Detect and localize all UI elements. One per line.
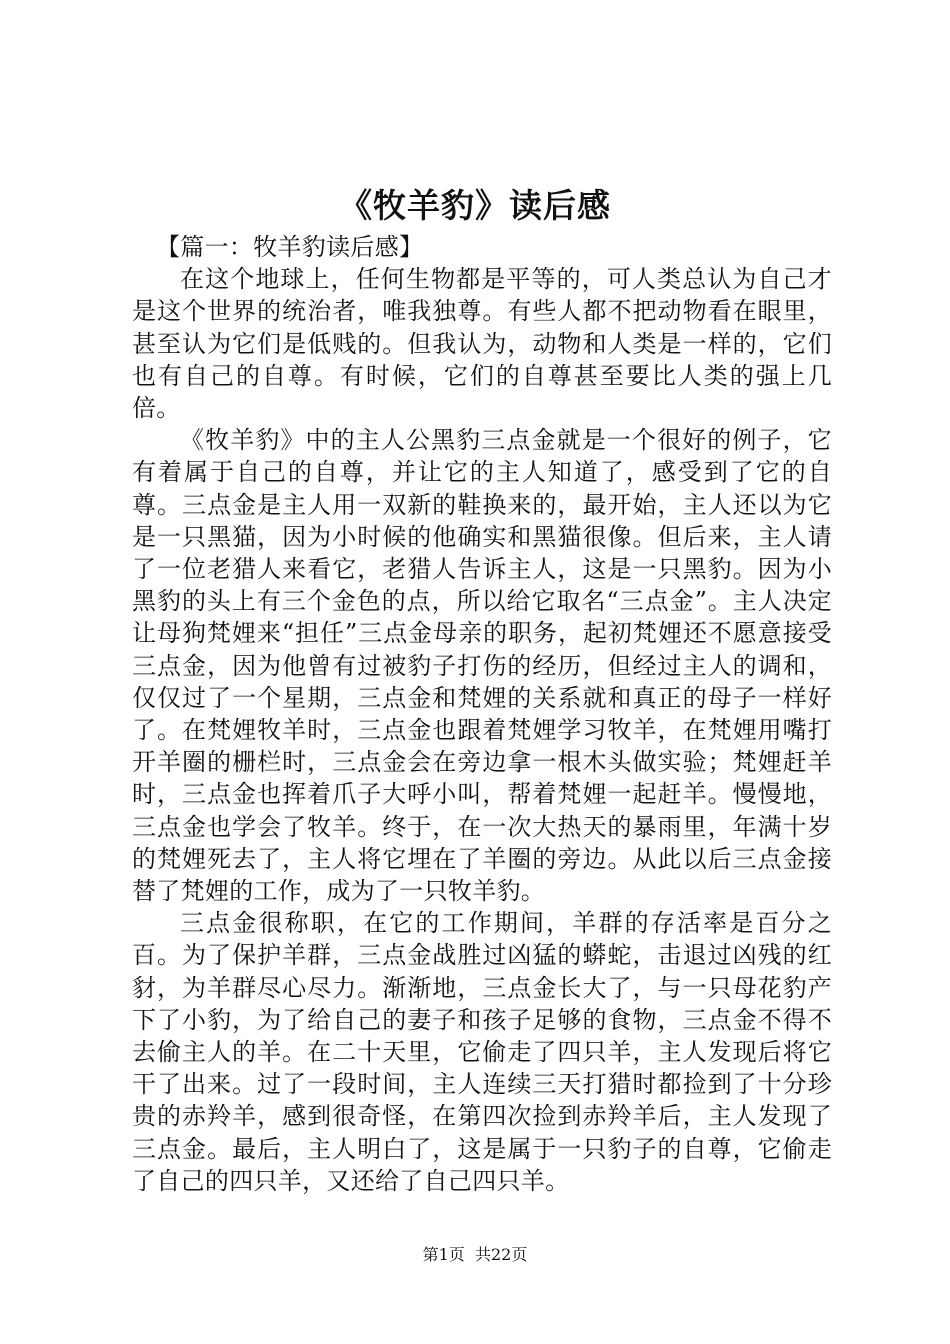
footer-spacer <box>465 1245 475 1264</box>
paragraph-3: 三点金很称职，在它的工作期间，羊群的存活率是百分之百。为了保护羊群，三点金战胜过凶猛的蟒蛇，击退过凶残的红豺，为羊群尽心尽力。渐渐地，三点金长大了，与一只母花豹产下了小豹，为了给自己的妻子和孩子足够的食物，三点金不得不去偷主人的羊。在二十天里，它偷走了四只羊，主人发现后将它干了出来。过了一段时间，主人连续三天打猎时都捡到了十分珍贵的赤羚羊，感到很奇怪，在第四次捡到赤羚羊后，主人发现了三点金。最后，主人明白了，这是属于一只豹子的自尊，它偷走了自己的四只羊，又还给了自己四只羊。 <box>132 909 832 1195</box>
paragraph-2: 《牧羊豹》中的主人公黑豹三点金就是一个很好的例子，它有着属于自己的自尊，并让它的主人知道了，感受到了它的自尊。三点金是主人用一双新的鞋换来的，最开始，主人还以为它是一只黑猫，因为小时候的他确实和黑猫很像。但后来，主人请了一位老猎人来看它，老猎人告诉主人，这是一只黑豹。因为小黑豹的头上有三个金色的点，所以给它取名“三点金”。主人决定让母狗梵娌来“担任”三点金母亲的职务，起初梵娌还不愿意接受三点金，因为他曾有过被豹子打伤的经历，但经过主人的调和，仅仅过了一个星期，三点金和梵娌的关系就和真正的母子一样好了。在梵娌牧羊时，三点金也跟着梵娌学习牧羊，在梵娌用嘴打开羊圈的栅栏时，三点金会在旁边拿一根木头做实验；梵娌赶羊时，三点金也挥着爪子大呼小叫，帮着梵娌一起赶羊。慢慢地，三点金也学会了牧羊。终于，在一次大热天的暴雨里，年满十岁的梵娌死去了，主人将它埋在了羊圈的旁边。从此以后三点金接替了梵娌的工作，成为了一只牧羊豹。 <box>132 426 832 906</box>
page-footer <box>0 1245 950 1265</box>
document-body <box>132 231 832 1197</box>
document-title: 《牧羊豹》读后感 <box>339 186 611 225</box>
section-heading: 【篇一：牧羊豹读后感】 <box>156 233 424 261</box>
paragraph-1: 在这个地球上，任何生物都是平等的，可人类总认为自己才是这个世界的统治者，唯我独尊。有些人都不把动物看在眼里，甚至认为它们是低贱的。但我认为，动物和人类是一样的，它们也有自己的自尊。有时候，它们的自尊甚至要比人类的强上几倍。 <box>132 265 832 423</box>
page-number: 第1页 <box>422 1245 465 1264</box>
page-total: 共22页 <box>474 1245 528 1264</box>
